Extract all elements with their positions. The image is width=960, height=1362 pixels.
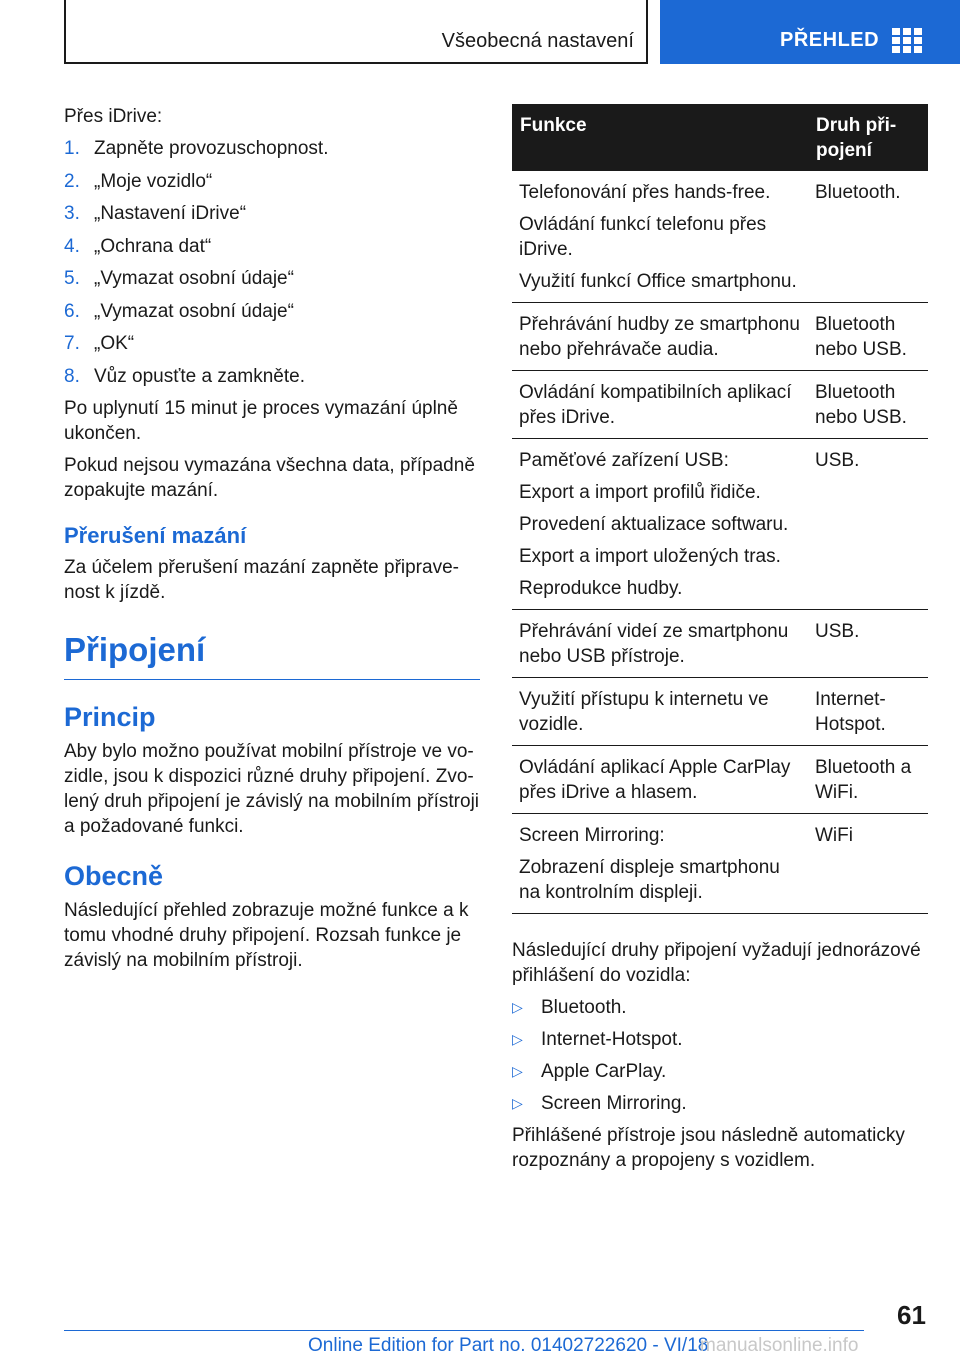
step-number: 6. <box>64 300 80 322</box>
function-text: Export a import profilů řidiče. <box>519 482 761 503</box>
note-text: Následující druhy připojení vyžadují jednorázové přihlášení do vozidla: <box>512 940 921 986</box>
edition-text: Online Edition for Part no. 01402722620 - VI/18 <box>308 1335 709 1356</box>
heading-principle: Princip <box>64 702 156 732</box>
function-text: Paměťové zařízení USB: <box>519 450 729 471</box>
section-title: Všeobecná nastavení <box>441 30 634 52</box>
function-text: Reprodukce hudby. <box>519 578 683 599</box>
step-item <box>64 299 480 324</box>
function-text: Zobrazení displeje smartphonu na kontrolním displeji. <box>519 857 780 903</box>
step-text: „Vymazat osobní údaje“ <box>94 268 294 289</box>
table-row <box>512 814 928 914</box>
step-number: 2. <box>64 170 80 192</box>
connection-type-cell: Bluetooth nebo USB. <box>808 303 928 371</box>
step-number: 1. <box>64 138 80 159</box>
function-cell <box>512 610 808 678</box>
function-text: Provedení aktualizace softwaru. <box>519 514 789 535</box>
overview-button[interactable] <box>660 0 960 64</box>
function-cell <box>512 678 808 746</box>
page-number: 61 <box>897 1300 926 1330</box>
triangle-bullet-icon: ▷ <box>512 1031 523 1047</box>
step-item <box>64 136 480 161</box>
heading-interrupt: Přerušení mazání <box>64 523 247 548</box>
function-text: Ovládání aplikací Apple CarPlay přes iDrive a hlasem. <box>519 757 791 803</box>
triangle-bullet-icon: ▷ <box>512 1063 523 1079</box>
table-header-type: Druh připojení <box>808 104 928 171</box>
connection-type-cell: USB. <box>808 439 928 610</box>
bullet-item <box>512 1027 928 1052</box>
step-item <box>64 201 480 226</box>
table-row <box>512 371 928 439</box>
connection-type-cell: WiFi <box>808 814 928 914</box>
connection-type-cell: Internet-Hotspot. <box>808 678 928 746</box>
step-text: Vůz opusťte a zamkněte. <box>94 365 305 387</box>
footer-divider <box>64 1330 864 1331</box>
bullet-text: Internet-Hotspot. <box>541 1029 683 1050</box>
paragraph: Po uplynutí 15 minut je proces vymazání úplně ukončen. <box>64 398 458 444</box>
function-text: Ovládání funkcí telefonu přes iDrive. <box>519 214 767 260</box>
step-item <box>64 234 480 259</box>
bullet-list <box>512 995 928 1116</box>
connection-type-cell: USB. <box>808 610 928 678</box>
table-header-function: Funkce <box>512 104 808 171</box>
step-number: 4. <box>64 235 80 257</box>
heading-general: Obecně <box>64 861 164 891</box>
table-row <box>512 678 928 746</box>
bullet-item <box>512 995 928 1020</box>
table-row <box>512 439 928 610</box>
table-row <box>512 610 928 678</box>
connection-type-cell: Bluetooth nebo USB. <box>808 371 928 439</box>
function-text: Využití přístupu k internetu ve vozidle. <box>519 689 769 735</box>
grid-menu-icon <box>892 28 922 54</box>
bullet-text: Screen Mirroring. <box>541 1093 687 1114</box>
step-text: „Moje vozidlo“ <box>94 170 213 192</box>
bullet-text: Bluetooth. <box>541 997 627 1018</box>
table-row <box>512 303 928 371</box>
watermark: manualsonline.info <box>700 1335 859 1356</box>
steps-list <box>64 136 480 389</box>
bullet-item <box>512 1091 928 1116</box>
function-text: Přehrávání hudby ze smartphonu nebo přehrávače audia. <box>519 314 800 360</box>
function-cell <box>512 814 808 914</box>
triangle-bullet-icon: ▷ <box>512 1095 523 1111</box>
bullet-text: Apple CarPlay. <box>541 1061 667 1082</box>
bullet-item <box>512 1059 928 1084</box>
connection-table <box>512 104 928 914</box>
overview-label: PŘEHLED <box>780 29 880 51</box>
step-item <box>64 266 480 291</box>
function-cell <box>512 371 808 439</box>
intro-text: Přes iDrive: <box>64 106 163 127</box>
step-number: 7. <box>64 333 80 354</box>
table-row <box>512 746 928 814</box>
function-text: Ovládání kompatibilních aplikací přes iDrive. <box>519 382 792 428</box>
step-item <box>64 364 480 389</box>
closing-text: Přihlášené přístroje jsou následně automaticky rozpoznány a propojeny s vozidlem. <box>512 1125 905 1171</box>
step-text: „Ochrana dat“ <box>94 235 212 257</box>
table-row <box>512 171 928 303</box>
step-number: 5. <box>64 268 80 289</box>
section-header <box>64 0 648 64</box>
right-column <box>512 104 928 1180</box>
function-cell <box>512 746 808 814</box>
step-item <box>64 331 480 356</box>
connection-type-cell: Bluetooth a WiFi. <box>808 746 928 814</box>
function-cell <box>512 171 808 303</box>
function-text: Telefonování přes hands-free. <box>519 182 771 203</box>
function-cell <box>512 439 808 610</box>
step-text: „Nastavení iDrive“ <box>94 203 247 224</box>
left-column <box>64 104 480 980</box>
function-text: Přehrávání videí ze smartphonu nebo USB přístroje. <box>519 621 789 667</box>
connection-type-cell: Bluetooth. <box>808 171 928 303</box>
paragraph: Aby bylo možno používat mobilní přístroje ve vozidle, jsou k dispozici různé druhy připojení. Zvolený druh připojení je závislý na mobilním přístroji a požadované funkci. <box>64 741 480 837</box>
heading-connection: Připojení <box>64 631 480 680</box>
function-cell <box>512 303 808 371</box>
step-number: 3. <box>64 203 80 224</box>
function-text: Screen Mirroring: <box>519 825 665 846</box>
paragraph: Následující přehled zobrazuje možné funkce a k tomu vhodné druhy připojení. Rozsah funkce je závislý na mobilním přístroji. <box>64 900 469 971</box>
paragraph: Pokud nejsou vymazána všechna data, případně zopakujte mazání. <box>64 455 475 501</box>
step-item <box>64 169 480 194</box>
step-text: „Vymazat osobní údaje“ <box>94 300 294 322</box>
triangle-bullet-icon: ▷ <box>512 999 523 1015</box>
step-text: Zapněte provozuschopnost. <box>94 138 329 159</box>
step-number: 8. <box>64 365 80 387</box>
step-text: „OK“ <box>94 333 135 354</box>
function-text: Export a import uložených tras. <box>519 546 781 567</box>
paragraph: Za účelem přerušení mazání zapněte připravenost k jízdě. <box>64 557 459 603</box>
function-text: Využití funkcí Office smartphonu. <box>519 271 797 292</box>
